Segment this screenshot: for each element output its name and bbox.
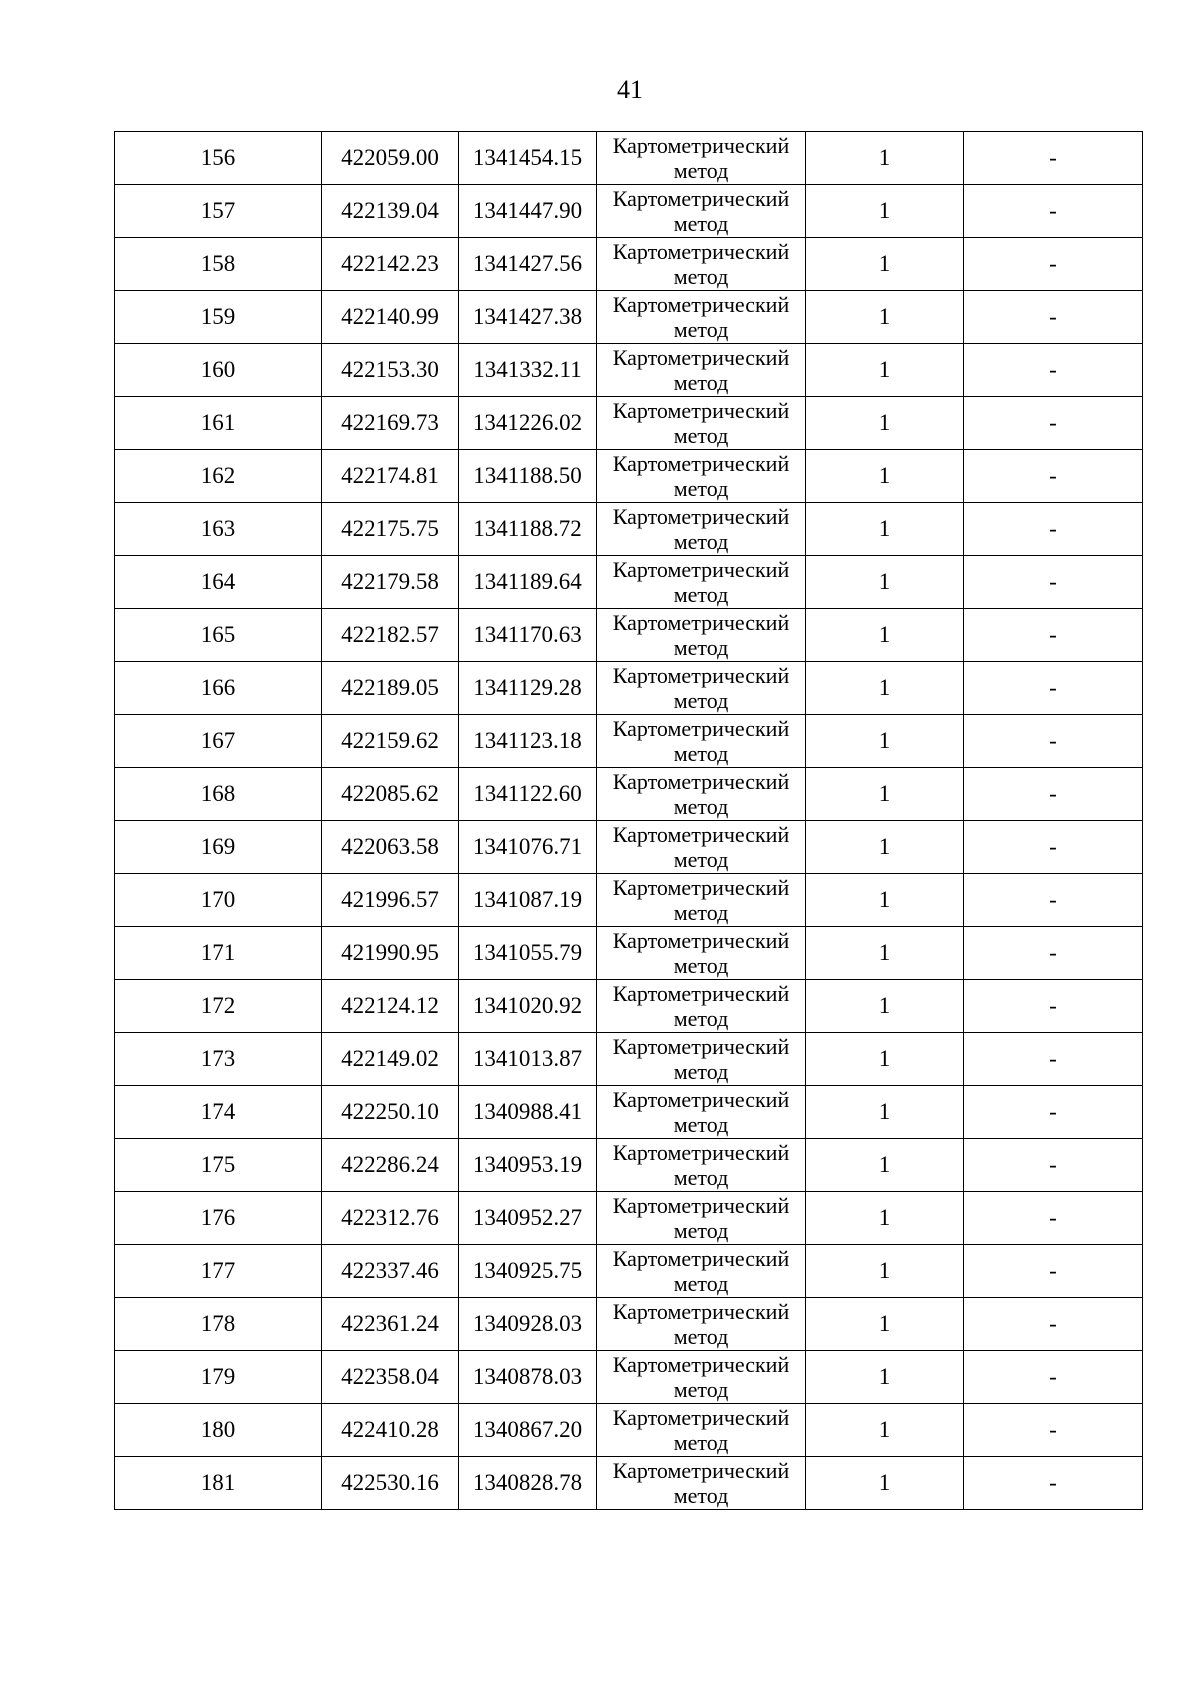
y-coordinate-cell: 1340928.03 — [459, 1298, 597, 1351]
method-line-1: Картометрический — [612, 504, 790, 529]
x-coordinate-cell: 422142.23 — [322, 238, 459, 291]
method-line-1: Картометрический — [612, 928, 790, 953]
accuracy-cell: 1 — [806, 344, 964, 397]
accuracy-cell: 1 — [806, 291, 964, 344]
method-line-1: Картометрический — [612, 1140, 790, 1165]
x-coordinate-cell: 422189.05 — [322, 662, 459, 715]
method-line-2: метод — [673, 1165, 729, 1190]
note-cell: - — [964, 662, 1143, 715]
x-coordinate-cell: 422149.02 — [322, 1033, 459, 1086]
method-line-2: метод — [673, 1430, 729, 1455]
x-coordinate-cell: 422175.75 — [322, 503, 459, 556]
method-cell — [597, 1457, 806, 1510]
method-line-2: метод — [673, 900, 729, 925]
method-line-1: Картометрический — [612, 875, 790, 900]
method-line-2: метод — [673, 847, 729, 872]
y-coordinate-cell: 1341076.71 — [459, 821, 597, 874]
x-coordinate-cell: 422085.62 — [322, 768, 459, 821]
method-cell — [597, 1086, 806, 1139]
y-coordinate-cell: 1341122.60 — [459, 768, 597, 821]
method-cell — [597, 821, 806, 874]
table-row — [115, 874, 1143, 927]
y-coordinate-cell: 1341188.50 — [459, 450, 597, 503]
accuracy-cell: 1 — [806, 980, 964, 1033]
accuracy-cell: 1 — [806, 397, 964, 450]
x-coordinate-cell: 422174.81 — [322, 450, 459, 503]
note-cell: - — [964, 1192, 1143, 1245]
method-line-1: Картометрический — [612, 1352, 790, 1377]
method-line-2: метод — [673, 953, 729, 978]
method-line-1: Картометрический — [612, 769, 790, 794]
accuracy-cell: 1 — [806, 1351, 964, 1404]
accuracy-cell: 1 — [806, 1139, 964, 1192]
accuracy-cell: 1 — [806, 1457, 964, 1510]
accuracy-cell: 1 — [806, 1086, 964, 1139]
method-cell — [597, 980, 806, 1033]
point-number-cell: 179 — [115, 1351, 322, 1404]
method-line-2: метод — [673, 741, 729, 766]
method-cell — [597, 238, 806, 291]
note-cell: - — [964, 132, 1143, 185]
method-cell — [597, 132, 806, 185]
point-number-cell: 160 — [115, 344, 322, 397]
accuracy-cell: 1 — [806, 1404, 964, 1457]
note-cell: - — [964, 874, 1143, 927]
method-cell — [597, 715, 806, 768]
method-cell — [597, 768, 806, 821]
table-row — [115, 821, 1143, 874]
accuracy-cell: 1 — [806, 503, 964, 556]
x-coordinate-cell: 421990.95 — [322, 927, 459, 980]
accuracy-cell: 1 — [806, 1298, 964, 1351]
table-row — [115, 1404, 1143, 1457]
method-line-1: Картометрический — [612, 822, 790, 847]
table-row — [115, 662, 1143, 715]
point-number-cell: 172 — [115, 980, 322, 1033]
accuracy-cell: 1 — [806, 609, 964, 662]
table-row — [115, 768, 1143, 821]
method-line-1: Картометрический — [612, 1405, 790, 1430]
method-line-2: метод — [673, 317, 729, 342]
table-row — [115, 503, 1143, 556]
note-cell: - — [964, 768, 1143, 821]
table-row — [115, 397, 1143, 450]
method-line-2: метод — [673, 264, 729, 289]
accuracy-cell: 1 — [806, 662, 964, 715]
method-line-1: Картометрический — [612, 345, 790, 370]
table-row — [115, 132, 1143, 185]
x-coordinate-cell: 422337.46 — [322, 1245, 459, 1298]
method-line-2: метод — [673, 529, 729, 554]
accuracy-cell: 1 — [806, 132, 964, 185]
y-coordinate-cell: 1341447.90 — [459, 185, 597, 238]
point-number-cell: 162 — [115, 450, 322, 503]
method-line-2: метод — [673, 1483, 729, 1508]
method-line-1: Картометрический — [612, 186, 790, 211]
note-cell: - — [964, 1298, 1143, 1351]
point-number-cell: 170 — [115, 874, 322, 927]
table-row — [115, 1351, 1143, 1404]
y-coordinate-cell: 1341087.19 — [459, 874, 597, 927]
point-number-cell: 174 — [115, 1086, 322, 1139]
x-coordinate-cell: 422159.62 — [322, 715, 459, 768]
note-cell: - — [964, 556, 1143, 609]
table-row — [115, 291, 1143, 344]
y-coordinate-cell: 1340925.75 — [459, 1245, 597, 1298]
point-number-cell: 163 — [115, 503, 322, 556]
method-line-2: метод — [673, 794, 729, 819]
x-coordinate-cell: 422063.58 — [322, 821, 459, 874]
accuracy-cell: 1 — [806, 1033, 964, 1086]
accuracy-cell: 1 — [806, 556, 964, 609]
method-cell — [597, 609, 806, 662]
coordinates-table — [114, 131, 1143, 1510]
method-line-2: метод — [673, 1218, 729, 1243]
note-cell: - — [964, 927, 1143, 980]
method-cell — [597, 1033, 806, 1086]
table-row — [115, 1245, 1143, 1298]
method-line-1: Картометрический — [612, 610, 790, 635]
note-cell: - — [964, 450, 1143, 503]
y-coordinate-cell: 1341226.02 — [459, 397, 597, 450]
method-cell — [597, 1351, 806, 1404]
point-number-cell: 177 — [115, 1245, 322, 1298]
point-number-cell: 168 — [115, 768, 322, 821]
method-line-2: метод — [673, 1006, 729, 1031]
point-number-cell: 169 — [115, 821, 322, 874]
note-cell: - — [964, 715, 1143, 768]
note-cell: - — [964, 609, 1143, 662]
method-line-1: Картометрический — [612, 981, 790, 1006]
x-coordinate-cell: 422139.04 — [322, 185, 459, 238]
method-line-2: метод — [673, 1271, 729, 1296]
y-coordinate-cell: 1340867.20 — [459, 1404, 597, 1457]
table-row — [115, 1033, 1143, 1086]
method-line-2: метод — [673, 582, 729, 607]
y-coordinate-cell: 1341427.56 — [459, 238, 597, 291]
y-coordinate-cell: 1341427.38 — [459, 291, 597, 344]
table-row — [115, 927, 1143, 980]
x-coordinate-cell: 421996.57 — [322, 874, 459, 927]
table-row — [115, 980, 1143, 1033]
method-cell — [597, 1139, 806, 1192]
x-coordinate-cell: 422169.73 — [322, 397, 459, 450]
accuracy-cell: 1 — [806, 768, 964, 821]
point-number-cell: 161 — [115, 397, 322, 450]
note-cell: - — [964, 344, 1143, 397]
note-cell: - — [964, 238, 1143, 291]
accuracy-cell: 1 — [806, 185, 964, 238]
y-coordinate-cell: 1341189.64 — [459, 556, 597, 609]
point-number-cell: 181 — [115, 1457, 322, 1510]
method-line-2: метод — [673, 688, 729, 713]
x-coordinate-cell: 422182.57 — [322, 609, 459, 662]
point-number-cell: 166 — [115, 662, 322, 715]
y-coordinate-cell: 1341129.28 — [459, 662, 597, 715]
accuracy-cell: 1 — [806, 1245, 964, 1298]
coordinates-table-body — [115, 132, 1143, 1510]
method-cell — [597, 185, 806, 238]
y-coordinate-cell: 1341454.15 — [459, 132, 597, 185]
table-row — [115, 715, 1143, 768]
y-coordinate-cell: 1341055.79 — [459, 927, 597, 980]
method-line-2: метод — [673, 1377, 729, 1402]
accuracy-cell: 1 — [806, 715, 964, 768]
method-cell — [597, 556, 806, 609]
note-cell: - — [964, 1404, 1143, 1457]
table-row — [115, 609, 1143, 662]
accuracy-cell: 1 — [806, 927, 964, 980]
x-coordinate-cell: 422124.12 — [322, 980, 459, 1033]
y-coordinate-cell: 1341123.18 — [459, 715, 597, 768]
table-row — [115, 1192, 1143, 1245]
method-cell — [597, 662, 806, 715]
note-cell: - — [964, 503, 1143, 556]
y-coordinate-cell: 1340878.03 — [459, 1351, 597, 1404]
table-row — [115, 185, 1143, 238]
table-row — [115, 1086, 1143, 1139]
method-line-1: Картометрический — [612, 292, 790, 317]
note-cell: - — [964, 1033, 1143, 1086]
method-cell — [597, 344, 806, 397]
table-row — [115, 238, 1143, 291]
x-coordinate-cell: 422361.24 — [322, 1298, 459, 1351]
method-line-1: Картометрический — [612, 716, 790, 741]
y-coordinate-cell: 1341020.92 — [459, 980, 597, 1033]
y-coordinate-cell: 1341013.87 — [459, 1033, 597, 1086]
method-line-1: Картометрический — [612, 1193, 790, 1218]
point-number-cell: 173 — [115, 1033, 322, 1086]
method-line-1: Картометрический — [612, 1246, 790, 1271]
accuracy-cell: 1 — [806, 238, 964, 291]
x-coordinate-cell: 422358.04 — [322, 1351, 459, 1404]
note-cell: - — [964, 1139, 1143, 1192]
y-coordinate-cell: 1341170.63 — [459, 609, 597, 662]
point-number-cell: 156 — [115, 132, 322, 185]
method-line-2: метод — [673, 211, 729, 236]
accuracy-cell: 1 — [806, 450, 964, 503]
x-coordinate-cell: 422250.10 — [322, 1086, 459, 1139]
note-cell: - — [964, 1457, 1143, 1510]
x-coordinate-cell: 422286.24 — [322, 1139, 459, 1192]
method-line-1: Картометрический — [612, 133, 790, 158]
method-line-1: Картометрический — [612, 1458, 790, 1483]
y-coordinate-cell: 1341188.72 — [459, 503, 597, 556]
note-cell: - — [964, 1086, 1143, 1139]
method-line-2: метод — [673, 423, 729, 448]
x-coordinate-cell: 422140.99 — [322, 291, 459, 344]
method-line-2: метод — [673, 635, 729, 660]
note-cell: - — [964, 821, 1143, 874]
method-line-1: Картометрический — [612, 451, 790, 476]
note-cell: - — [964, 1351, 1143, 1404]
note-cell: - — [964, 185, 1143, 238]
page-number: 41 — [617, 75, 643, 104]
table-row — [115, 1298, 1143, 1351]
table-row — [115, 1457, 1143, 1510]
method-line-1: Картометрический — [612, 239, 790, 264]
point-number-cell: 167 — [115, 715, 322, 768]
point-number-cell: 176 — [115, 1192, 322, 1245]
method-cell — [597, 1192, 806, 1245]
method-cell — [597, 291, 806, 344]
method-line-2: метод — [673, 476, 729, 501]
method-line-1: Картометрический — [612, 1087, 790, 1112]
method-cell — [597, 1298, 806, 1351]
y-coordinate-cell: 1341332.11 — [459, 344, 597, 397]
method-line-1: Картометрический — [612, 1034, 790, 1059]
method-cell — [597, 397, 806, 450]
method-cell — [597, 1245, 806, 1298]
y-coordinate-cell: 1340988.41 — [459, 1086, 597, 1139]
accuracy-cell: 1 — [806, 874, 964, 927]
method-cell — [597, 503, 806, 556]
x-coordinate-cell: 422153.30 — [322, 344, 459, 397]
method-line-1: Картометрический — [612, 663, 790, 688]
method-line-2: метод — [673, 370, 729, 395]
y-coordinate-cell: 1340828.78 — [459, 1457, 597, 1510]
x-coordinate-cell: 422059.00 — [322, 132, 459, 185]
method-line-2: метод — [673, 1324, 729, 1349]
note-cell: - — [964, 1245, 1143, 1298]
note-cell: - — [964, 397, 1143, 450]
method-cell — [597, 874, 806, 927]
point-number-cell: 158 — [115, 238, 322, 291]
point-number-cell: 165 — [115, 609, 322, 662]
method-cell — [597, 927, 806, 980]
method-line-1: Картометрический — [612, 557, 790, 582]
method-cell — [597, 1404, 806, 1457]
point-number-cell: 180 — [115, 1404, 322, 1457]
note-cell: - — [964, 980, 1143, 1033]
x-coordinate-cell: 422312.76 — [322, 1192, 459, 1245]
table-row — [115, 556, 1143, 609]
note-cell: - — [964, 291, 1143, 344]
method-line-2: метод — [673, 1112, 729, 1137]
table-row — [115, 1139, 1143, 1192]
table-row — [115, 450, 1143, 503]
point-number-cell: 164 — [115, 556, 322, 609]
method-line-2: метод — [673, 1059, 729, 1084]
method-line-1: Картометрический — [612, 1299, 790, 1324]
x-coordinate-cell: 422410.28 — [322, 1404, 459, 1457]
method-line-2: метод — [673, 158, 729, 183]
accuracy-cell: 1 — [806, 821, 964, 874]
x-coordinate-cell: 422179.58 — [322, 556, 459, 609]
x-coordinate-cell: 422530.16 — [322, 1457, 459, 1510]
y-coordinate-cell: 1340953.19 — [459, 1139, 597, 1192]
point-number-cell: 175 — [115, 1139, 322, 1192]
point-number-cell: 171 — [115, 927, 322, 980]
method-cell — [597, 450, 806, 503]
point-number-cell: 157 — [115, 185, 322, 238]
point-number-cell: 159 — [115, 291, 322, 344]
table-row — [115, 344, 1143, 397]
method-line-1: Картометрический — [612, 398, 790, 423]
accuracy-cell: 1 — [806, 1192, 964, 1245]
point-number-cell: 178 — [115, 1298, 322, 1351]
y-coordinate-cell: 1340952.27 — [459, 1192, 597, 1245]
